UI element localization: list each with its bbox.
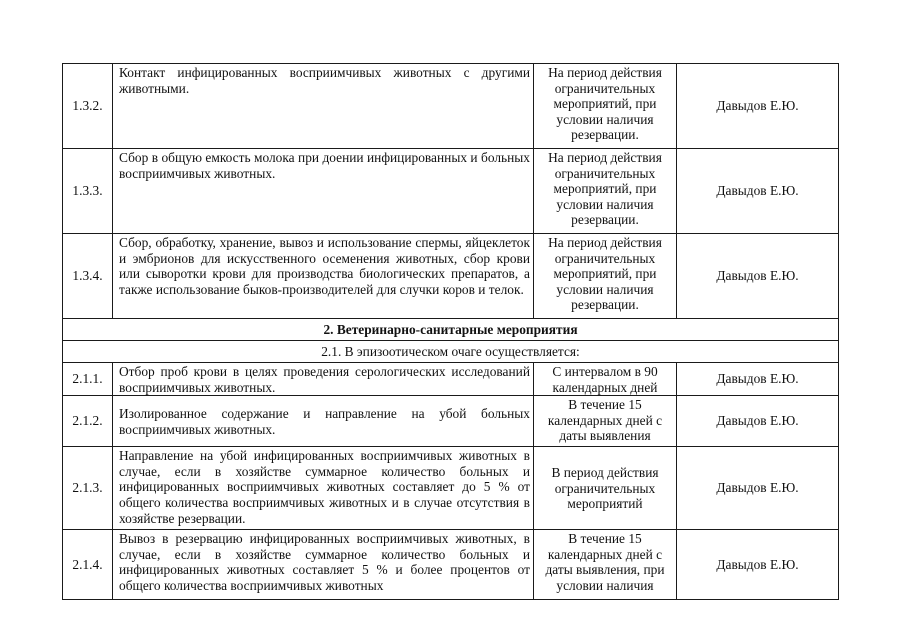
row-period: На период действия ограничительных мероприятий, при условии наличия резервации.	[534, 149, 677, 234]
subsection-title: 2.1. В эпизоотическом очаге осуществляется:	[63, 341, 839, 363]
row-responsible: Давыдов Е.Ю.	[677, 396, 839, 447]
row-responsible: Давыдов Е.Ю.	[677, 447, 839, 530]
row-description: Отбор проб крови в целях проведения серологических исследований восприимчивых животных.	[113, 363, 534, 396]
row-period: В течение 15 календарных дней с даты выявления, при условии наличия	[534, 530, 677, 600]
section-title: 2. Ветеринарно-санитарные мероприятия	[63, 319, 839, 341]
row-period: В период действия ограничительных мероприятий	[534, 447, 677, 530]
row-description: Сбор, обработку, хранение, вывоз и использование спермы, яйцеклеток и эмбрионов для искусственного осеменения животных, сбор крови или сыворотки крови для производства биологических препаратов, а также использование быков-производителей для случки коров и телок.	[113, 234, 534, 319]
row-number: 2.1.2.	[63, 396, 113, 447]
table-row	[63, 234, 839, 319]
row-responsible: Давыдов Е.Ю.	[677, 530, 839, 600]
table-row	[63, 64, 839, 149]
table-row	[63, 396, 839, 447]
row-responsible: Давыдов Е.Ю.	[677, 64, 839, 149]
measures-table	[62, 63, 839, 600]
row-period: С интервалом в 90 календарных дней	[534, 363, 677, 396]
row-responsible: Давыдов Е.Ю.	[677, 234, 839, 319]
row-description: Контакт инфицированных восприимчивых животных с другими животными.	[113, 64, 534, 149]
row-description: Направление на убой инфицированных восприимчивых животных в случае, если в хозяйстве суммарное количество больных и инфицированных восприимчивых животных составляет до 5 % от общего количества восприимчивых животных и в случае отсутствия в хозяйстве резервации.	[113, 447, 534, 530]
row-number: 2.1.1.	[63, 363, 113, 396]
row-period: На период действия ограничительных мероприятий, при условии наличия резервации.	[534, 234, 677, 319]
section-row	[63, 319, 839, 341]
row-number: 2.1.4.	[63, 530, 113, 600]
row-description: Изолированное содержание и направление на убой больных восприимчивых животных.	[113, 396, 534, 447]
document-page	[62, 63, 838, 600]
subsection-row	[63, 341, 839, 363]
table-row	[63, 447, 839, 530]
row-number: 1.3.2.	[63, 64, 113, 149]
row-number: 2.1.3.	[63, 447, 113, 530]
row-period: На период действия ограничительных мероприятий, при условии наличия резервации.	[534, 64, 677, 149]
row-responsible: Давыдов Е.Ю.	[677, 149, 839, 234]
table-row	[63, 530, 839, 600]
row-responsible: Давыдов Е.Ю.	[677, 363, 839, 396]
row-description: Сбор в общую емкость молока при доении инфицированных и больных восприимчивых животных.	[113, 149, 534, 234]
row-description: Вывоз в резервацию инфицированных восприимчивых животных, в случае, если в хозяйстве суммарное количество больных и инфицированных животных составляет 5 % и более процентов от общего количества восприимчивых животных	[113, 530, 534, 600]
row-number: 1.3.4.	[63, 234, 113, 319]
table-row	[63, 363, 839, 396]
row-number: 1.3.3.	[63, 149, 113, 234]
table-row	[63, 149, 839, 234]
row-period: В течение 15 календарных дней с даты выявления	[534, 396, 677, 447]
